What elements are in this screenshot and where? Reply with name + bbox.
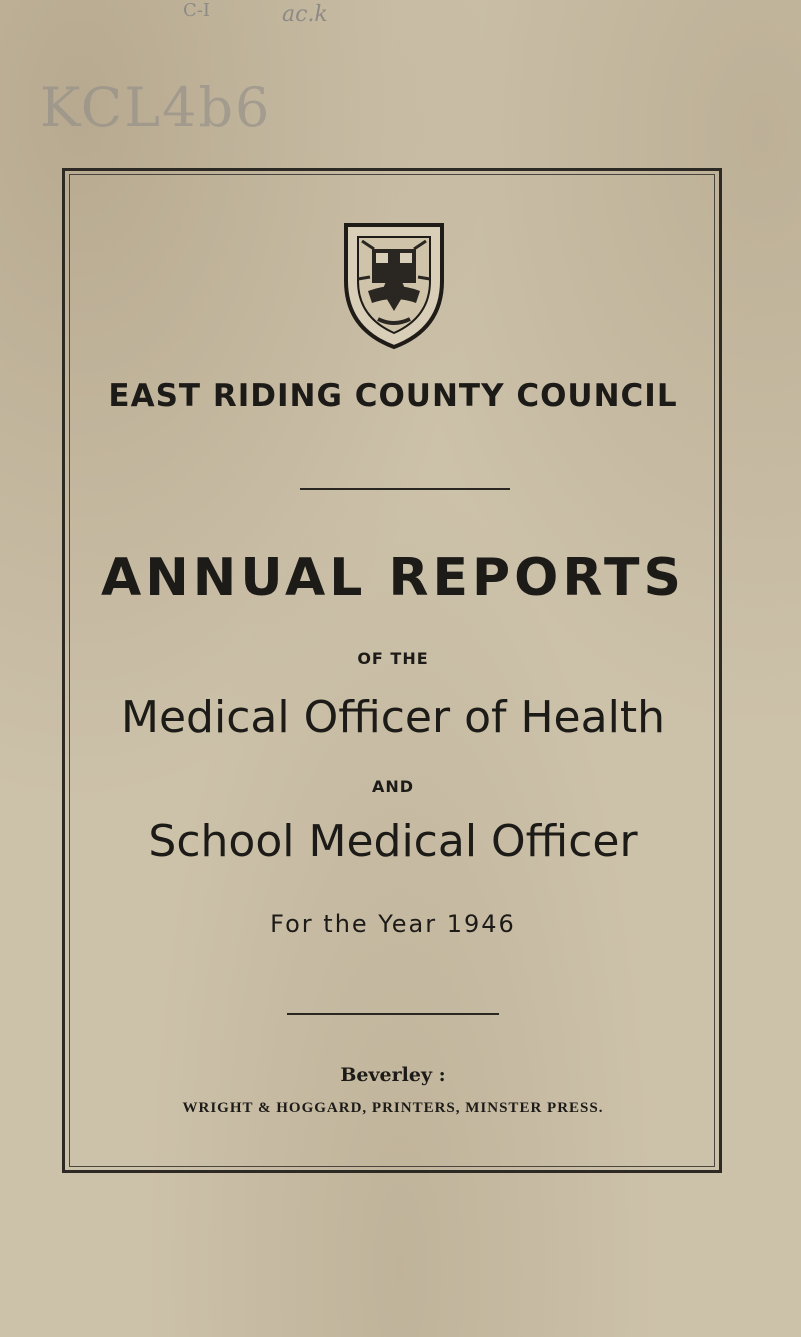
and-line: AND <box>371 777 415 796</box>
report-title: ANNUAL REPORTS <box>101 548 685 608</box>
printer-line: WRIGHT & HOGGARD, PRINTERS, MINSTER PRESS. <box>182 1100 604 1116</box>
divider-rule-top <box>300 488 510 490</box>
publication-place: Beverley : <box>340 1064 446 1086</box>
subtitle-school-medical-officer: School Medical Officer <box>148 816 638 867</box>
pencil-annotation-top-left: C-I <box>183 0 210 21</box>
county-crest-emblem <box>338 219 450 351</box>
divider-rule-bottom <box>287 1013 499 1015</box>
council-name: EAST RIDING COUNTY COUNCIL <box>108 378 678 414</box>
year-line: For the Year 1946 <box>270 910 516 938</box>
of-the-line: OF THE <box>357 649 429 668</box>
pencil-reference-number: KCL4b6 <box>40 76 272 139</box>
pencil-annotation-top-right: ac.k <box>282 2 328 27</box>
subtitle-medical-officer-of-health: Medical Officer of Health <box>121 692 665 743</box>
